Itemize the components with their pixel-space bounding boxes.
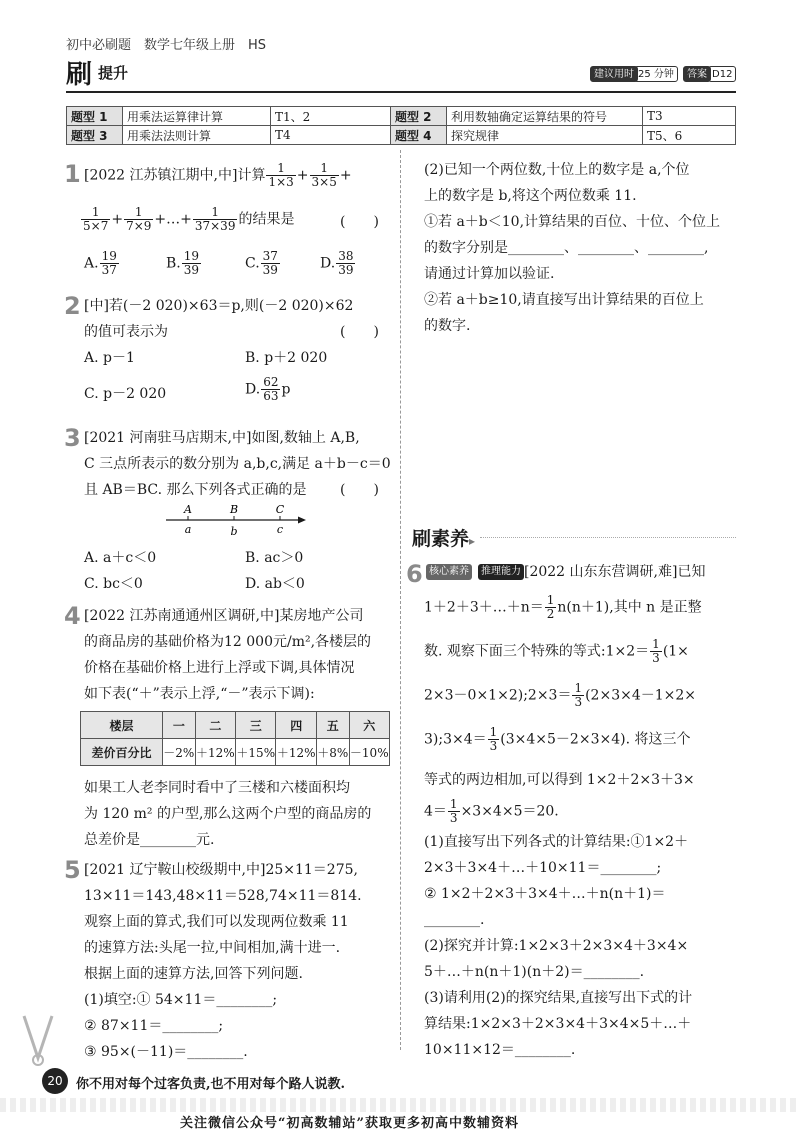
- q4-line3: 价格在基础价格上进行上浮或下调,具体情况: [84, 660, 355, 676]
- value-a-label: a: [184, 523, 192, 536]
- q4-line6: 为 120 m² 的户型,那么这两个户型的商品房的: [84, 806, 372, 822]
- point-a-label: A: [184, 503, 192, 516]
- option-d: D. $\frac{62}{63}$ p: [245, 375, 291, 403]
- q6-line7: 4＝ $\frac{1}{3}$ ×3×4×5＝20.: [424, 797, 559, 825]
- column-divider: [400, 150, 401, 1050]
- type-label: 题型 1: [67, 107, 123, 126]
- option-c: C. p－2 020: [84, 386, 167, 402]
- type-items: T5、6: [643, 126, 736, 145]
- q6-line15: 算结果:1×2×3＋2×3×4＋3×4×5＋…＋: [424, 1016, 692, 1032]
- question-number: 4: [64, 602, 81, 630]
- footer-motto: 你不用对每个过客负责,也不用对每个路人说教.: [76, 1077, 346, 1092]
- section-arrow-icon: ▸: [469, 534, 476, 548]
- option-a: A. p－1: [84, 350, 135, 366]
- q6-line14: (3)请利用(2)的探究结果,直接写出下式的计: [424, 990, 693, 1006]
- option-d: D. ab＜0: [245, 576, 305, 592]
- answer-paren: ( ): [340, 482, 379, 498]
- q5-line5: 根据上面的速算方法,回答下列问题.: [84, 966, 303, 982]
- q5-line6: (1)填空:① 54×11＝________;: [84, 992, 278, 1008]
- q6-line6: 等式的两边相加,可以得到 1×2＋2×3＋3×: [424, 772, 695, 788]
- answer-paren: ( ): [340, 214, 379, 230]
- header-rule: [66, 91, 736, 93]
- type-desc: 用乘法法则计算: [123, 126, 271, 145]
- q4-line7: 总差价是________元.: [84, 832, 215, 848]
- floor-cell: 一: [163, 712, 196, 739]
- table-header: 楼层: [81, 712, 163, 739]
- footer-promo: 关注微信公众号“初高数辅站”获取更多初高中数辅资料: [180, 1116, 519, 1131]
- core-literacy-tag: 核心素养: [426, 564, 472, 580]
- option-c: C. $\frac{37}{39}$: [245, 249, 278, 277]
- reasoning-tag: 推理能力: [478, 564, 524, 580]
- page-number: 20: [42, 1068, 68, 1094]
- book-title: 初中必刷题 数学七年级上册 HS: [66, 38, 267, 53]
- q5b-line4: 的数字分别是________、________、________,: [424, 240, 709, 256]
- question-number: 3: [64, 424, 81, 452]
- q6-line16: 10×11×12＝________.: [424, 1042, 576, 1058]
- q5b-line2: 上的数字是 b,将这个两位数乘 11.: [424, 188, 637, 204]
- option-c: C. bc＜0: [84, 576, 143, 592]
- q6-line13: 5＋…＋n(n＋1)(n＋2)＝________.: [424, 964, 645, 980]
- q5-line1: [2021 辽宁鞍山校级期中,中]25×11＝275,: [84, 862, 358, 878]
- question-number: 6: [406, 560, 423, 588]
- q5-line3: 观察上面的算式,我们可以发现两位数乘 11: [84, 914, 349, 930]
- paper-clip-icon: [16, 1012, 62, 1072]
- suggest-time-value: 25 分钟: [634, 66, 678, 82]
- floor-cell: 六: [349, 712, 389, 739]
- value-b-label: b: [230, 525, 238, 538]
- point-c-label: C: [275, 503, 285, 516]
- q1-line1: [2022 江苏镇江期中,中]计算 $\frac{1}{1\times 3}$ + $\frac{1}{3\times 5}$ +: [84, 161, 352, 189]
- q6-line5: 3);3×4＝ $\frac{1}{3}$ (3×4×5－2×3×4). 将这三个: [424, 725, 691, 753]
- type-label: 题型 3: [67, 126, 123, 145]
- type-items: T3: [643, 107, 736, 126]
- answer-label: 答案: [683, 66, 711, 82]
- q6-line11: ________.: [424, 912, 485, 928]
- answer-paren: ( ): [340, 324, 379, 340]
- floor-cell: 四: [276, 712, 316, 739]
- question-number: 1: [64, 160, 81, 188]
- question-number: 2: [64, 292, 81, 320]
- q5b-line6: ②若 a＋b≥10,请直接写出计算结果的百位上: [424, 292, 704, 308]
- suggest-time-label: 建议用时: [590, 66, 638, 82]
- percent-cell: ＋8%: [316, 739, 349, 766]
- number-line-arrow-icon: [298, 517, 306, 524]
- q5-line4: 的速算方法:头尾一拉,中间相加,满十进一.: [84, 940, 341, 956]
- table-header: 差价百分比: [81, 739, 163, 766]
- type-items: T1、2: [271, 107, 391, 126]
- q2-line2: 的值可表示为: [84, 324, 168, 340]
- question-types-table: [66, 106, 736, 145]
- floor-cell: 三: [236, 712, 276, 739]
- type-label: 题型 4: [391, 126, 447, 145]
- answer-value: D12: [708, 66, 736, 82]
- q5-line7: ② 87×11＝________;: [84, 1018, 224, 1034]
- q2-line1: [中]若(－2 020)×63＝p,则(－2 020)×62: [84, 298, 354, 314]
- option-b: B. p＋2 020: [245, 350, 328, 366]
- section-title: 刷素养▸: [412, 528, 476, 550]
- point-b-label: B: [229, 503, 239, 516]
- q4-line4: 如下表(“＋”表示上浮,“－”表示下调):: [84, 686, 315, 702]
- floor-cell: 二: [195, 712, 235, 739]
- option-d: D. $\frac{38}{39}$: [320, 249, 354, 277]
- question-number: 5: [64, 856, 81, 884]
- type-desc: 利用数轴确定运算结果的符号: [447, 107, 643, 126]
- option-a: A. a＋c＜0: [84, 550, 157, 566]
- floor-cell: 五: [316, 712, 349, 739]
- brand-subtitle: 提升: [98, 64, 129, 82]
- type-desc: 探究规律: [447, 126, 643, 145]
- q5b-line1: (2)已知一个两位数,十位上的数字是 a,个位: [424, 162, 690, 178]
- option-b: B. ac＞0: [245, 550, 304, 566]
- section-rule: [480, 537, 736, 538]
- q1-line2: $\frac{1}{5\times 7}$ + $\frac{1}{7\times 9}$ +…+ $\frac{1}{37\times 39}$ 的结果是: [83, 205, 295, 233]
- q6-line2: 1＋2＋3＋…＋n＝ $\frac{1}{2}$ n(n＋1),其中 n 是正整: [424, 593, 702, 621]
- q4-line1: [2022 江苏南通通州区调研,中]某房地产公司: [84, 608, 364, 624]
- type-items: T4: [271, 126, 391, 145]
- q5-line2: 13×11＝143,48×11＝528,74×11＝814.: [84, 888, 362, 904]
- value-c-label: c: [276, 523, 284, 536]
- percent-cell: －2%: [163, 739, 196, 766]
- q6-line1: [2022 山东东营调研,难]已知: [524, 564, 706, 580]
- q6-line9: 2×3＋3×4＋…＋10×11＝________;: [424, 860, 662, 876]
- q5b-line5: 请通过计算加以验证.: [424, 266, 555, 282]
- q5-line8: ③ 95×(－11)＝________.: [84, 1044, 248, 1060]
- q3-line3: 且 AB＝BC. 那么下列各式正确的是: [84, 482, 307, 498]
- q4-line2: 的商品房的基础价格为12 000元/m²,各楼层的: [84, 634, 372, 650]
- q6-line8: (1)直接写出下列各式的计算结果:①1×2＋: [424, 834, 689, 850]
- q6-line10: ② 1×2＋2×3＋3×4＋…＋n(n＋1)＝: [424, 886, 666, 902]
- floor-price-table: [80, 711, 390, 766]
- q6-line12: (2)探究并计算:1×2×3＋2×3×4＋3×4×: [424, 938, 689, 954]
- percent-cell: ＋12%: [276, 739, 316, 766]
- footer-band: [0, 1098, 800, 1112]
- option-b: B. $\frac{19}{39}$: [166, 249, 200, 277]
- q6-line3: 数. 观察下面三个特殊的等式:1×2＝ $\frac{1}{3}$ (1×: [424, 637, 689, 665]
- percent-cell: ＋15%: [236, 739, 276, 766]
- type-desc: 用乘法运算律计算: [123, 107, 271, 126]
- q4-line5: 如果工人老李同时看中了三楼和六楼面积均: [84, 780, 350, 796]
- number-line-figure: [160, 500, 310, 540]
- q3-line1: [2021 河南驻马店期末,中]如图,数轴上 A,B,: [84, 430, 360, 446]
- option-a: A. $\frac{19}{37}$: [84, 249, 117, 277]
- type-label: 题型 2: [391, 107, 447, 126]
- percent-cell: －10%: [349, 739, 389, 766]
- q6-line4: 2×3－0×1×2);2×3＝ $\frac{1}{3}$ (2×3×4－1×2×: [424, 681, 697, 709]
- q5b-line7: 的数字.: [424, 318, 471, 334]
- q5b-line3: ①若 a＋b＜10,计算结果的百位、十位、个位上: [424, 214, 721, 230]
- q3-line2: C 三点所表示的数分别为 a,b,c,满足 a＋b－c＝0: [84, 456, 391, 472]
- brand-mark: 刷: [66, 60, 93, 90]
- percent-cell: ＋12%: [195, 739, 235, 766]
